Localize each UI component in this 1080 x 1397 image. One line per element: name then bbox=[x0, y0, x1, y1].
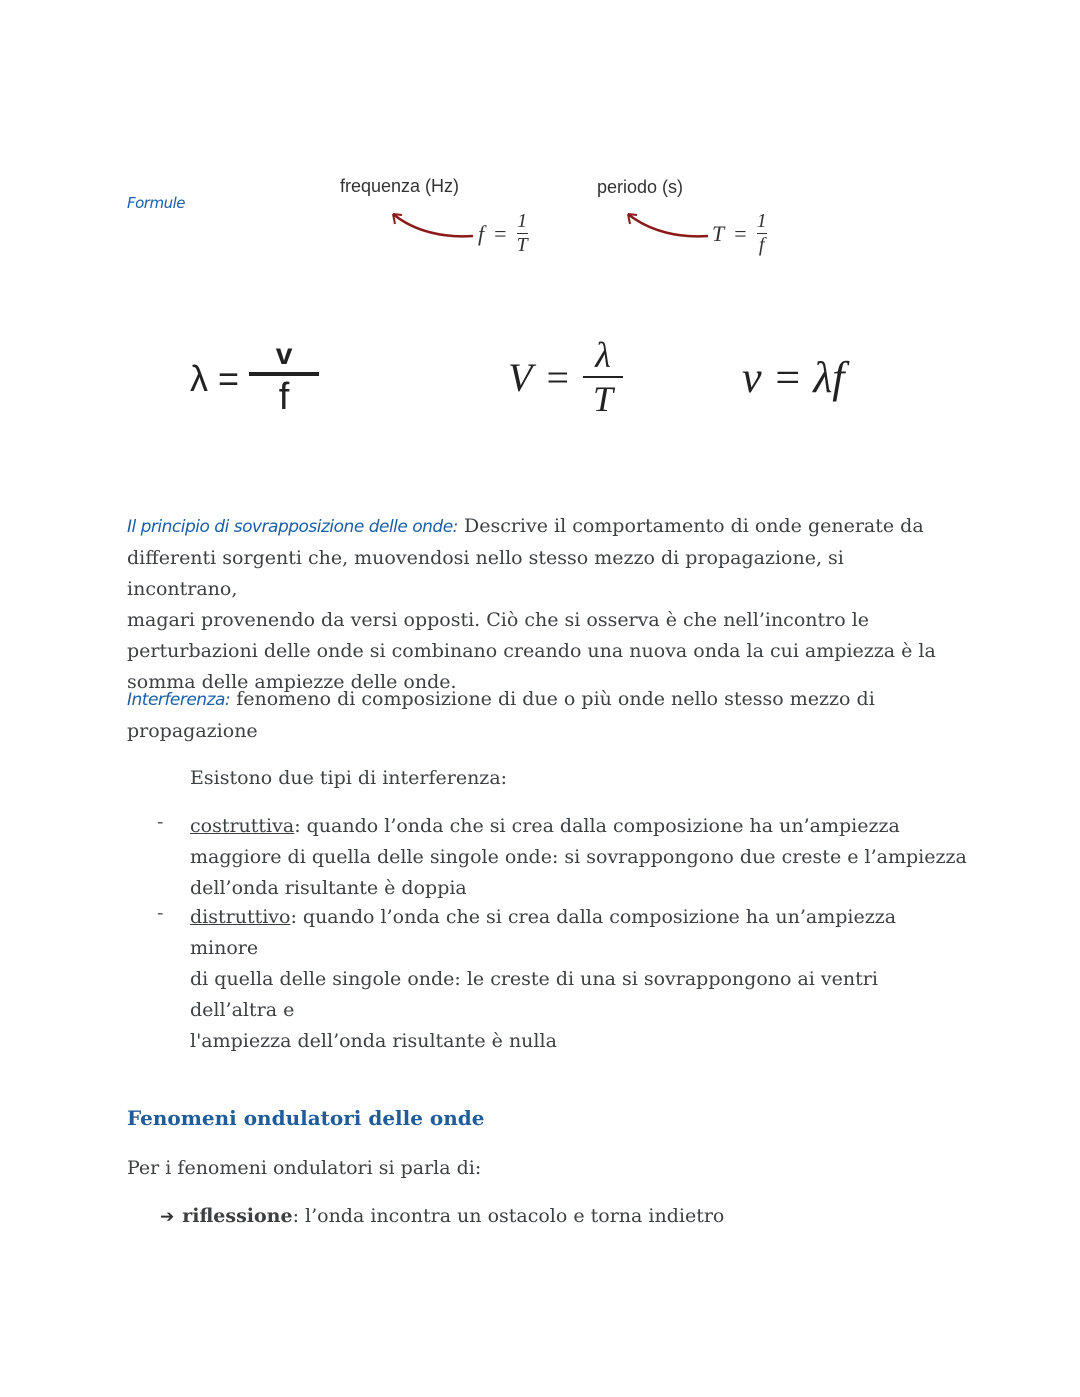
formula-v-equals-lambda-f: v = λf bbox=[742, 353, 845, 402]
list-dash: - bbox=[157, 811, 164, 833]
formula-numerator: λ bbox=[595, 335, 611, 375]
formula-lhs: f bbox=[478, 220, 485, 246]
formula-equals: = bbox=[734, 220, 747, 246]
formula-equals: = bbox=[218, 357, 240, 399]
list-item-text: : quando l’onda che si crea dalla composizione ha un’ampiezza minore bbox=[190, 906, 897, 959]
formula-numerator: v bbox=[275, 338, 293, 371]
section-heading: Fenomeni ondulatori delle onde bbox=[127, 1106, 485, 1130]
interference-types-intro: Esistono due tipi di interferenza: bbox=[190, 767, 508, 789]
formula-f-equals-1-over-T bbox=[478, 210, 528, 257]
list-item-text: di quella delle singole onde: le creste di una si sovrappongono ai ventri dell’altra e bbox=[190, 968, 878, 1021]
interference-text: fenomeno di composizione di due o più onde nello stesso mezzo di bbox=[236, 688, 875, 710]
phenomena-intro: Per i fenomeni ondulatori si parla di: bbox=[127, 1157, 482, 1179]
formula-lhs: λ bbox=[190, 357, 208, 399]
superposition-paragraph bbox=[127, 511, 957, 698]
formula-T-equals-1-over-f bbox=[712, 210, 767, 257]
formula-denominator: f bbox=[758, 234, 765, 256]
list-item bbox=[160, 1201, 724, 1233]
superposition-text: magari provenendo da versi opposti. Ciò che si osserva è che nell’incontro le bbox=[127, 609, 870, 631]
interference-paragraph bbox=[127, 684, 957, 747]
list-dash: - bbox=[157, 902, 164, 924]
formula-numerator: 1 bbox=[756, 210, 767, 232]
list-item-text: : l’onda incontra un ostacolo e torna indietro bbox=[292, 1205, 725, 1227]
curved-arrow-icon bbox=[385, 202, 475, 242]
formula-equals: = bbox=[546, 354, 569, 400]
formula-lambda-equals-v-over-f bbox=[190, 338, 319, 419]
formula-denominator: f bbox=[278, 376, 290, 418]
interference-text: propagazione bbox=[127, 720, 258, 742]
superposition-text: perturbazioni delle onde si combinano creando una nuova onda la cui ampiezza è la bbox=[127, 640, 936, 662]
formula-numerator: 1 bbox=[517, 210, 528, 232]
list-item bbox=[190, 811, 970, 904]
list-item-term: distruttivo bbox=[190, 906, 291, 928]
formule-label: Formule bbox=[127, 194, 185, 212]
superposition-text: Descrive il comportamento di onde generate da bbox=[463, 515, 924, 537]
list-item-text: maggiore di quella delle singole onde: si sovrappongono due creste e l’ampiezza bbox=[190, 846, 967, 868]
formula-equals: = bbox=[494, 220, 507, 246]
superposition-text: differenti sorgenti che, muovendosi nello stesso mezzo di propagazione, si incontrano, bbox=[127, 547, 844, 600]
list-item-text: dell’onda risultante è doppia bbox=[190, 877, 467, 899]
formula-V-equals-lambda-over-T bbox=[508, 334, 623, 420]
arrow-right-icon: ➔ bbox=[160, 1207, 175, 1227]
superposition-heading: Il principio di sovrapposizione delle onde: bbox=[127, 517, 458, 537]
superposition-text: somma delle ampiezze delle onde. bbox=[127, 671, 457, 693]
period-label: periodo (s) bbox=[597, 177, 684, 197]
formula-lhs: V bbox=[508, 354, 533, 400]
frequency-label: frequenza (Hz) bbox=[340, 176, 460, 196]
formula-denominator: T bbox=[516, 234, 528, 256]
formula-denominator: T bbox=[592, 379, 614, 419]
list-item-term: riflessione bbox=[182, 1205, 293, 1227]
formula-lhs: T bbox=[712, 220, 725, 246]
curved-arrow-icon bbox=[620, 202, 710, 242]
list-item-term: costruttiva bbox=[190, 815, 295, 837]
list-item bbox=[190, 902, 970, 1057]
list-item-text: l'ampiezza dell’onda risultante è nulla bbox=[190, 1030, 557, 1052]
list-item-text: : quando l’onda che si crea dalla composizione ha un’ampiezza bbox=[294, 815, 900, 837]
interference-heading: Interferenza: bbox=[127, 690, 231, 710]
